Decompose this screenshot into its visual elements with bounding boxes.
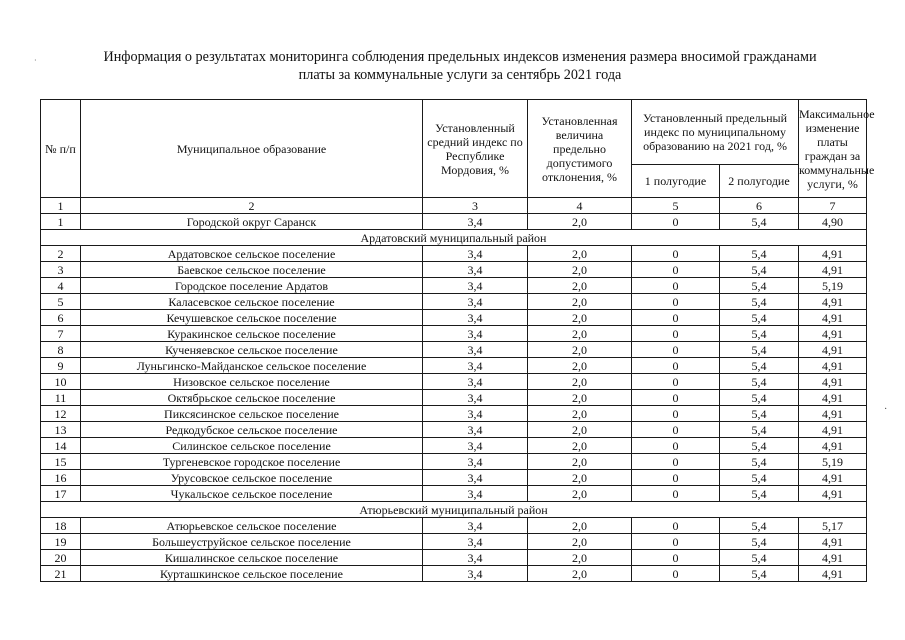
row-avg-index: 3,4 [423, 518, 528, 534]
row-half-2: 5,4 [720, 486, 799, 502]
header-deviation: Установленная величина предельно допустимого отклонения, % [528, 100, 632, 198]
row-half-2: 5,4 [720, 438, 799, 454]
table-body [41, 198, 867, 582]
row-half-1: 0 [632, 486, 720, 502]
table-row [41, 262, 867, 278]
header-avg-index: Установленный средний индекс по Республике Мордовия, % [423, 100, 528, 198]
table-row [41, 310, 867, 326]
table-row [41, 438, 867, 454]
row-avg-index: 3,4 [423, 406, 528, 422]
row-half-2: 5,4 [720, 214, 799, 230]
row-half-1: 0 [632, 566, 720, 582]
row-max-change: 4,91 [799, 294, 867, 310]
row-municipality: Ардатовское сельское поселение [81, 246, 423, 262]
row-half-1: 0 [632, 390, 720, 406]
row-max-change: 4,91 [799, 438, 867, 454]
row-deviation: 2,0 [528, 358, 632, 374]
table-row [41, 550, 867, 566]
scan-speck: · [34, 56, 37, 65]
row-avg-index: 3,4 [423, 422, 528, 438]
row-municipality: Кечушевское сельское поселение [81, 310, 423, 326]
row-number: 5 [41, 294, 81, 310]
table-row [41, 246, 867, 262]
row-deviation: 2,0 [528, 566, 632, 582]
row-max-change: 4,91 [799, 342, 867, 358]
row-half-1: 0 [632, 358, 720, 374]
table-row [41, 518, 867, 534]
table-row [41, 422, 867, 438]
row-half-1: 0 [632, 438, 720, 454]
row-deviation: 2,0 [528, 278, 632, 294]
row-avg-index: 3,4 [423, 470, 528, 486]
row-half-2: 5,4 [720, 534, 799, 550]
row-half-2: 5,4 [720, 518, 799, 534]
row-half-2: 5,4 [720, 550, 799, 566]
row-number: 12 [41, 406, 81, 422]
row-half-1: 0 [632, 262, 720, 278]
row-municipality: Чукальское сельское поселение [81, 486, 423, 502]
row-number: 2 [41, 246, 81, 262]
document-title [60, 48, 860, 84]
row-number: 10 [41, 374, 81, 390]
row-deviation: 2,0 [528, 534, 632, 550]
row-deviation: 2,0 [528, 486, 632, 502]
row-deviation: 2,0 [528, 438, 632, 454]
table-row [41, 374, 867, 390]
column-number-row [41, 198, 867, 214]
row-municipality: Силинское сельское поселение [81, 438, 423, 454]
table-row [41, 294, 867, 310]
row-avg-index: 3,4 [423, 374, 528, 390]
row-deviation: 2,0 [528, 422, 632, 438]
row-half-2: 5,4 [720, 454, 799, 470]
table-header [41, 100, 875, 198]
row-max-change: 4,91 [799, 310, 867, 326]
row-avg-index: 3,4 [423, 342, 528, 358]
column-number-4: 4 [528, 198, 632, 214]
header-half-2: 2 полугодие [720, 165, 799, 198]
header-municipality: Муниципальное образование [81, 100, 423, 198]
row-number: 9 [41, 358, 81, 374]
row-deviation: 2,0 [528, 454, 632, 470]
row-number: 7 [41, 326, 81, 342]
table-row [41, 214, 867, 230]
row-number: 19 [41, 534, 81, 550]
row-half-1: 0 [632, 406, 720, 422]
column-number-5: 5 [632, 198, 720, 214]
row-municipality: Каласевское сельское поселение [81, 294, 423, 310]
column-number-3: 3 [423, 198, 528, 214]
row-avg-index: 3,4 [423, 454, 528, 470]
row-half-1: 0 [632, 326, 720, 342]
row-deviation: 2,0 [528, 214, 632, 230]
row-municipality: Кученяевское сельское поселение [81, 342, 423, 358]
row-deviation: 2,0 [528, 262, 632, 278]
row-municipality: Атюрьевское сельское поселение [81, 518, 423, 534]
row-half-1: 0 [632, 214, 720, 230]
row-municipality: Большеуструйское сельское поселение [81, 534, 423, 550]
row-max-change: 4,91 [799, 422, 867, 438]
table-row [41, 534, 867, 550]
row-municipality: Городское поселение Ардатов [81, 278, 423, 294]
row-avg-index: 3,4 [423, 566, 528, 582]
row-number: 1 [41, 214, 81, 230]
row-half-1: 0 [632, 470, 720, 486]
row-deviation: 2,0 [528, 550, 632, 566]
row-number: 16 [41, 470, 81, 486]
row-max-change: 4,91 [799, 246, 867, 262]
scan-speck: · [884, 404, 888, 415]
row-municipality: Луньгинско-Майданское сельское поселение [81, 358, 423, 374]
row-half-2: 5,4 [720, 470, 799, 486]
row-max-change: 4,91 [799, 262, 867, 278]
row-number: 15 [41, 454, 81, 470]
row-municipality: Пиксясинское сельское поселение [81, 406, 423, 422]
row-deviation: 2,0 [528, 342, 632, 358]
row-deviation: 2,0 [528, 294, 632, 310]
row-deviation: 2,0 [528, 518, 632, 534]
row-half-2: 5,4 [720, 246, 799, 262]
row-half-2: 5,4 [720, 390, 799, 406]
table-row [41, 566, 867, 582]
row-number: 3 [41, 262, 81, 278]
row-avg-index: 3,4 [423, 214, 528, 230]
table-row [41, 278, 867, 294]
row-half-2: 5,4 [720, 262, 799, 278]
row-municipality: Городской округ Саранск [81, 214, 423, 230]
row-deviation: 2,0 [528, 470, 632, 486]
row-half-1: 0 [632, 310, 720, 326]
row-municipality: Куракинское сельское поселение [81, 326, 423, 342]
row-avg-index: 3,4 [423, 310, 528, 326]
row-half-2: 5,4 [720, 358, 799, 374]
row-max-change: 4,91 [799, 550, 867, 566]
table-row [41, 390, 867, 406]
row-half-2: 5,4 [720, 422, 799, 438]
row-number: 17 [41, 486, 81, 502]
row-number: 11 [41, 390, 81, 406]
row-half-1: 0 [632, 374, 720, 390]
row-max-change: 5,19 [799, 454, 867, 470]
row-half-2: 5,4 [720, 566, 799, 582]
row-half-1: 0 [632, 550, 720, 566]
row-municipality: Баевское сельское поселение [81, 262, 423, 278]
header-limit-index: Установленный предельный индекс по муниципальному образованию на 2021 год, % [632, 100, 799, 165]
section-title: Ардатовский муниципальный район [41, 230, 867, 246]
row-municipality: Тургеневское городское поселение [81, 454, 423, 470]
row-avg-index: 3,4 [423, 438, 528, 454]
table-row [41, 470, 867, 486]
row-avg-index: 3,4 [423, 326, 528, 342]
column-number-7: 7 [799, 198, 867, 214]
row-max-change: 5,17 [799, 518, 867, 534]
row-number: 20 [41, 550, 81, 566]
row-number: 21 [41, 566, 81, 582]
row-max-change: 4,91 [799, 358, 867, 374]
row-half-2: 5,4 [720, 374, 799, 390]
row-number: 14 [41, 438, 81, 454]
row-half-1: 0 [632, 422, 720, 438]
row-half-1: 0 [632, 294, 720, 310]
row-deviation: 2,0 [528, 246, 632, 262]
row-deviation: 2,0 [528, 374, 632, 390]
row-max-change: 4,91 [799, 566, 867, 582]
row-avg-index: 3,4 [423, 246, 528, 262]
row-municipality: Урусовское сельское поселение [81, 470, 423, 486]
row-avg-index: 3,4 [423, 390, 528, 406]
row-deviation: 2,0 [528, 406, 632, 422]
row-max-change: 4,91 [799, 486, 867, 502]
row-avg-index: 3,4 [423, 278, 528, 294]
row-avg-index: 3,4 [423, 486, 528, 502]
row-municipality: Низовское сельское поселение [81, 374, 423, 390]
section-title: Атюрьевский муниципальный район [41, 502, 867, 518]
row-half-1: 0 [632, 278, 720, 294]
table-row [41, 406, 867, 422]
row-deviation: 2,0 [528, 390, 632, 406]
row-half-1: 0 [632, 518, 720, 534]
row-half-1: 0 [632, 534, 720, 550]
row-municipality: Кишалинское сельское поселение [81, 550, 423, 566]
row-half-1: 0 [632, 342, 720, 358]
monitoring-table [40, 99, 875, 582]
row-half-2: 5,4 [720, 310, 799, 326]
header-number: № п/п [41, 100, 81, 198]
row-max-change: 4,91 [799, 374, 867, 390]
section-row [41, 230, 867, 246]
row-number: 18 [41, 518, 81, 534]
row-number: 8 [41, 342, 81, 358]
column-number-1: 1 [41, 198, 81, 214]
title-line-1: Информация о результатах мониторинга соблюдения предельных индексов изменения размера вносимой гражданами [103, 49, 817, 65]
row-max-change: 4,90 [799, 214, 867, 230]
table-row [41, 358, 867, 374]
section-row [41, 502, 867, 518]
title-line-2: платы за коммунальные услуги за сентябрь 2021 года [298, 67, 622, 83]
row-avg-index: 3,4 [423, 534, 528, 550]
row-deviation: 2,0 [528, 326, 632, 342]
row-max-change: 4,91 [799, 406, 867, 422]
row-max-change: 4,91 [799, 534, 867, 550]
row-municipality: Курташкинское сельское поселение [81, 566, 423, 582]
table-row [41, 486, 867, 502]
row-deviation: 2,0 [528, 310, 632, 326]
row-avg-index: 3,4 [423, 294, 528, 310]
row-max-change: 4,91 [799, 326, 867, 342]
row-half-1: 0 [632, 246, 720, 262]
row-municipality: Редкодубское сельское поселение [81, 422, 423, 438]
header-half-1: 1 полугодие [632, 165, 720, 198]
row-avg-index: 3,4 [423, 550, 528, 566]
row-avg-index: 3,4 [423, 358, 528, 374]
row-avg-index: 3,4 [423, 262, 528, 278]
row-half-2: 5,4 [720, 406, 799, 422]
row-number: 4 [41, 278, 81, 294]
row-max-change: 5,19 [799, 278, 867, 294]
table-row [41, 326, 867, 342]
row-number: 13 [41, 422, 81, 438]
row-half-2: 5,4 [720, 294, 799, 310]
row-number: 6 [41, 310, 81, 326]
table-row [41, 454, 867, 470]
row-half-1: 0 [632, 454, 720, 470]
column-number-2: 2 [81, 198, 423, 214]
row-half-2: 5,4 [720, 278, 799, 294]
header-max-change: Максимальное изменение платы граждан за коммунальные услуги, % [799, 100, 867, 198]
row-municipality: Октябрьское сельское поселение [81, 390, 423, 406]
table-row [41, 342, 867, 358]
row-half-2: 5,4 [720, 342, 799, 358]
column-number-6: 6 [720, 198, 799, 214]
row-half-2: 5,4 [720, 326, 799, 342]
row-max-change: 4,91 [799, 470, 867, 486]
row-max-change: 4,91 [799, 390, 867, 406]
